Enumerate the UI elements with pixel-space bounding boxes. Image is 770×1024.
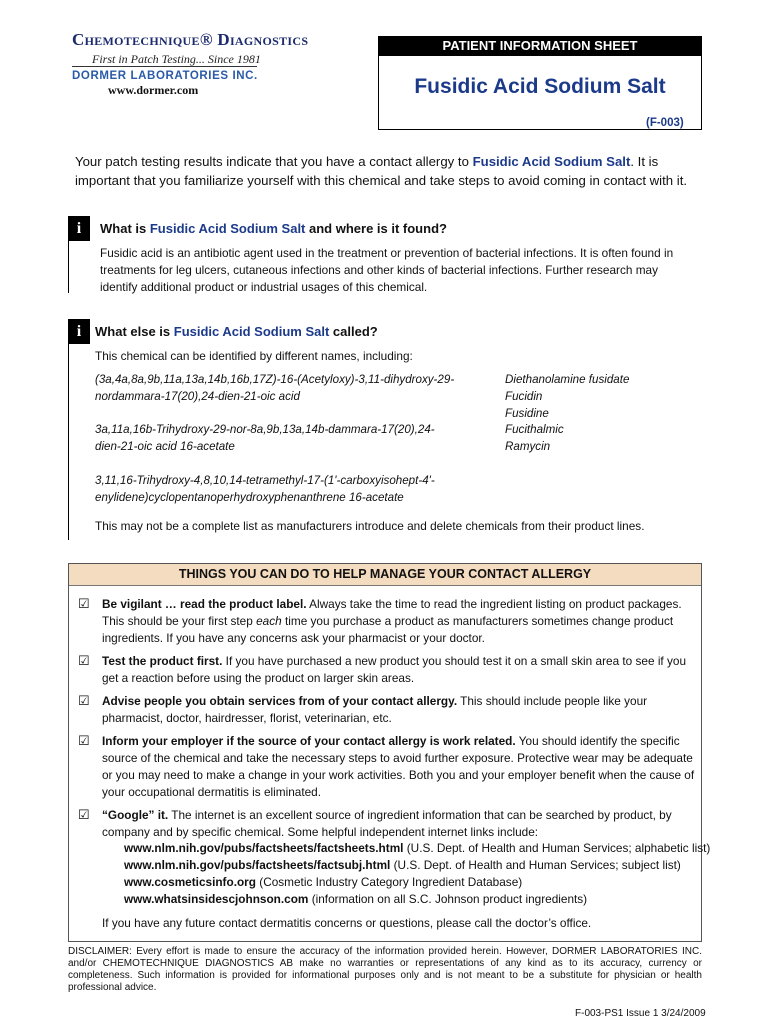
- section1-heading: What is Fusidic Acid Sodium Salt and where is it found?: [100, 221, 447, 236]
- resource-link-row: www.nlm.nih.gov/pubs/factsheets/factsheets.html (U.S. Dept. of Health and Human Services; alphabetic list): [124, 841, 711, 855]
- section2-heading: What else is Fusidic Acid Sodium Salt called?: [95, 324, 378, 339]
- tip-inform-employer: Inform your employer if the source of your contact allergy is work related. You should identify the specific source of the chemical and take the necessary steps to avoid further exposure. Protective wear may be adequate or you may need to make a change in your work activities. Both you and your employer benefit when the cause of your occupational dermatitis is eliminated.: [102, 734, 695, 799]
- section2-rule: [68, 344, 69, 540]
- resource-link[interactable]: www.nlm.nih.gov/pubs/factsheets/factsheets.html: [124, 841, 404, 855]
- checkbox-icon: ☑: [78, 807, 90, 822]
- checkbox-icon: ☑: [78, 693, 90, 708]
- company-tagline: First in Patch Testing... Since 1981: [92, 52, 261, 66]
- synonym-right: Fucithalmic: [505, 423, 564, 436]
- resource-link-row: www.nlm.nih.gov/pubs/factsheets/factsubj.html (U.S. Dept. of Health and Human Services; subject list): [124, 858, 681, 872]
- synonym-right: Ramycin: [505, 440, 551, 453]
- synonym-right: Fucidin: [505, 390, 543, 403]
- company-logo-name: Chemotechnique® Diagnostics: [72, 30, 309, 49]
- chemical-title: Fusidic Acid Sodium Salt: [414, 75, 666, 98]
- resource-link[interactable]: www.whatsinsidescjohnson.com: [124, 892, 309, 906]
- tips-heading: THINGS YOU CAN DO TO HELP MANAGE YOUR CONTACT ALLERGY: [69, 564, 701, 586]
- resource-link-row: www.cosmeticsinfo.org (Cosmetic Industry Category Ingredient Database): [124, 875, 523, 889]
- synonym-left: 3a,11a,16b-Trihydroxy-29-nor-8a,9b,13a,14b-dammara-17(20),24-dien-21-oic acid 16-acetate: [95, 423, 435, 453]
- tip-google-it: “Google” it. The internet is an excellent source of ingredient information that can be searched by product, by company and by specific chemical. Some helpful independent internet links include:: [102, 808, 672, 839]
- section1-body: Fusidic acid is an antibiotic agent used in the treatment or prevention of bacterial infections. It is often found in treatments for leg ulcers, cutaneous infections and other kinds of bacterial infections. Further research may identify additional product or industrial usages of this chemical.: [100, 246, 674, 294]
- intro-paragraph: Your patch testing results indicate that you have a contact allergy to Fusidic Acid Sodium Salt. It is important that you familiarize yourself with this chemical and take steps to avoid coming in contact with it.: [75, 154, 688, 188]
- synonym-left: (3a,4a,8a,9b,11a,13a,14b,16b,17Z)-16-(Acetyloxy)-3,11-dihydroxy-29-nordammara-17(20),24-dien-21-oic acid: [95, 373, 455, 403]
- info-icon: i: [68, 216, 90, 241]
- checkbox-icon: ☑: [78, 596, 90, 611]
- chemical-code: (F-003): [646, 117, 684, 129]
- issue-number: F-003-PS1 Issue 1 3/24/2009: [575, 1008, 706, 1019]
- tip-advise-people: Advise people you obtain services from of your contact allergy. This should include people like your pharmacist, doctor, hairdresser, florist, veterinarian, etc.: [102, 694, 648, 725]
- resource-link[interactable]: www.nlm.nih.gov/pubs/factsheets/factsubj.html: [124, 858, 391, 872]
- tips-closing: If you have any future contact dermatitis concerns or questions, please call the doctor’s office.: [102, 916, 592, 930]
- info-icon: i: [68, 319, 90, 344]
- logo-divider: [72, 66, 257, 67]
- checkbox-icon: ☑: [78, 653, 90, 668]
- tip-test-product: Test the product first. If you have purchased a new product you should test it on a small skin area to see if you get a reaction before using the product on larger skin areas.: [102, 654, 687, 685]
- company-website: www.dormer.com: [108, 83, 199, 97]
- distributor-name: DORMER LABORATORIES INC.: [72, 70, 258, 82]
- synonyms-lead: This chemical can be identified by different names, including:: [95, 349, 413, 363]
- tip-vigilant: Be vigilant … read the product label. Always take the time to read the ingredient listing on product packages. This should be your first step each time you purchase a product as manufacturers sometimes change product ingredients. If you have any concerns ask your pharmacist or your doctor.: [102, 597, 682, 645]
- checkbox-icon: ☑: [78, 733, 90, 748]
- intro-chemical: Fusidic Acid Sodium Salt: [472, 154, 631, 169]
- disclaimer: DISCLAIMER: Every effort is made to ensure the accuracy of the information provided herein. However, DORMER LABORATORIES INC. and/or CHEMOTECHNIQUE DIAGNOSTICS AB make no warranties or representations of any kind as to its accuracy, currency or completeness. Such information is provided for informational purposes only and is not meant to be a substitute for physician or health professional advice.: [68, 946, 702, 993]
- resource-link[interactable]: www.cosmeticsinfo.org: [124, 875, 256, 889]
- synonym-left: 3,11,16-Trihydroxy-4,8,10,14-tetramethyl-17-(1'-carboxyisohept-4'-enylidene)cyclopentanoperhydroxyphenanthrene 16-acetate: [95, 474, 435, 504]
- synonyms-note: This may not be a complete list as manufacturers introduce and delete chemicals from their product lines.: [95, 519, 645, 533]
- resource-link-row: www.whatsinsidescjohnson.com (information on all S.C. Johnson product ingredients): [124, 892, 588, 906]
- section1-rule: [68, 241, 69, 293]
- sheet-title-bar: PATIENT INFORMATION SHEET: [378, 36, 702, 56]
- synonym-right: Fusidine: [505, 407, 549, 420]
- synonym-right: Diethanolamine fusidate: [505, 373, 630, 386]
